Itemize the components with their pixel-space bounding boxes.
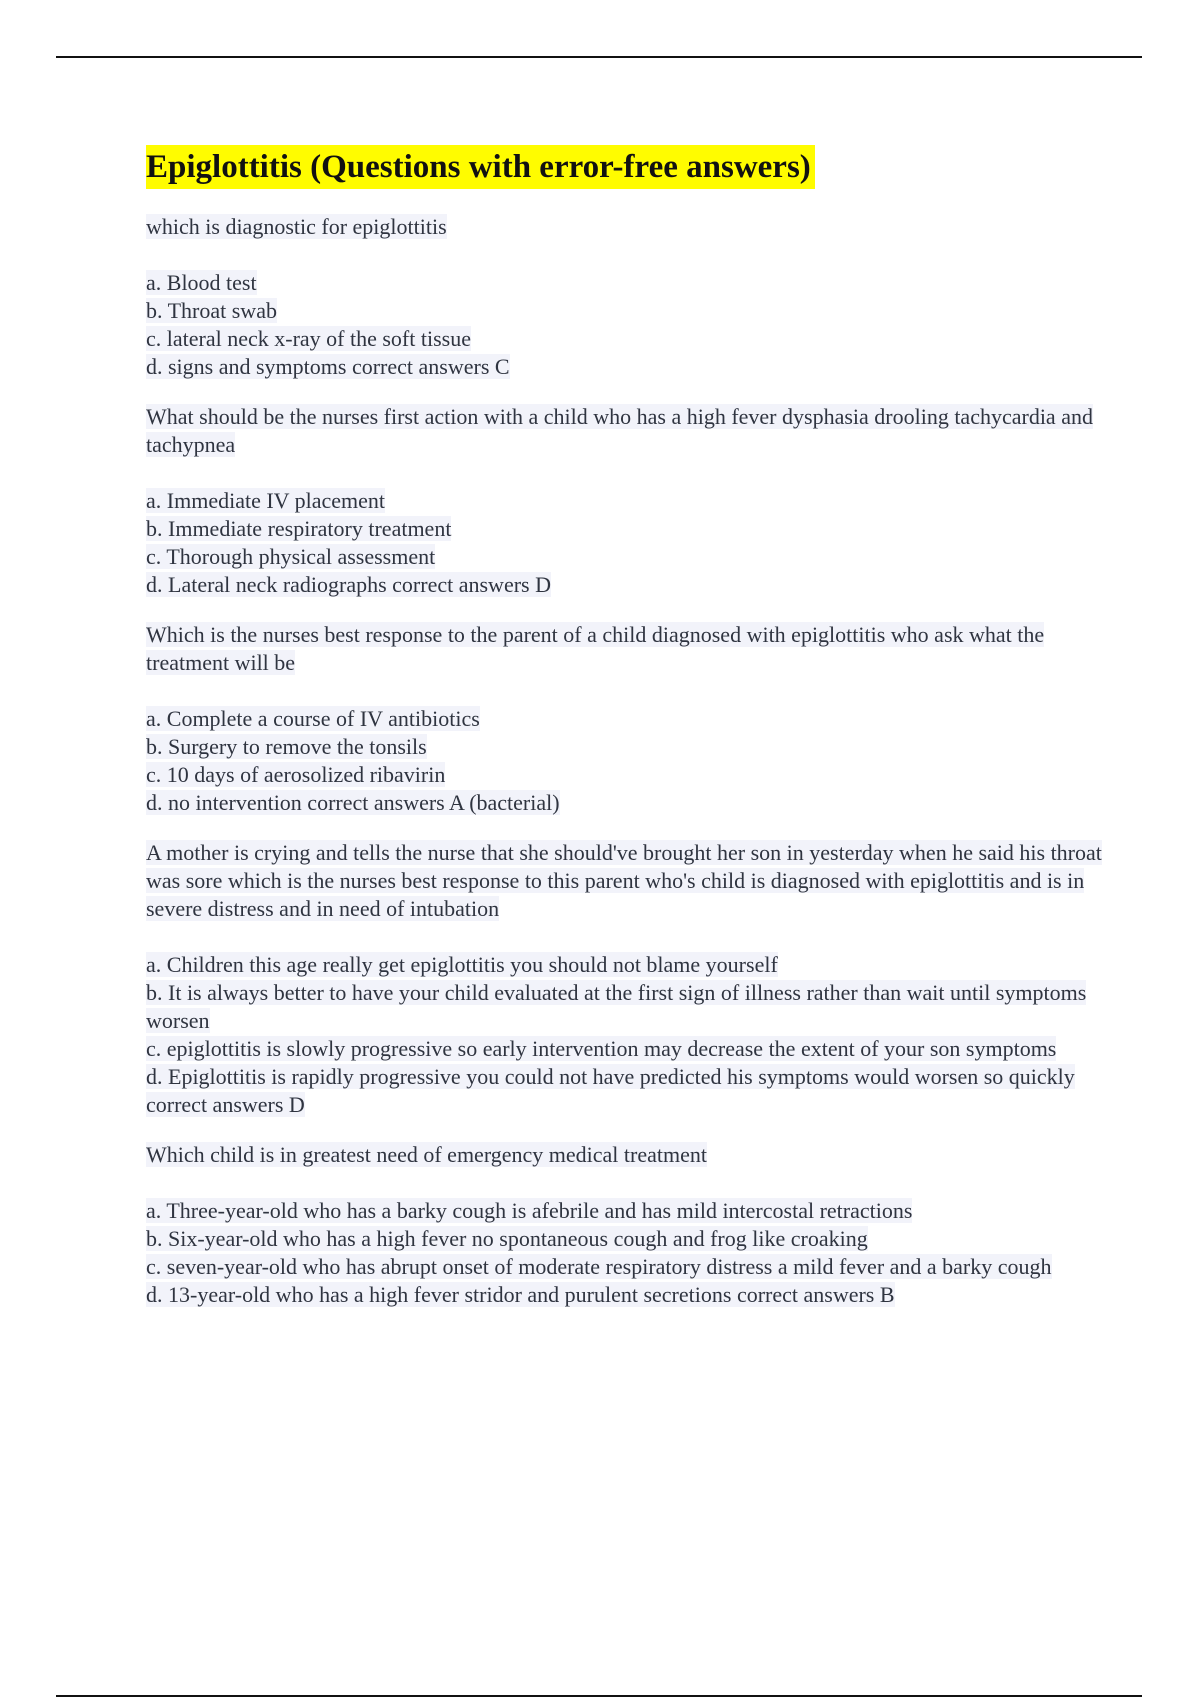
bottom-rule	[56, 1695, 1142, 1697]
answer-options	[146, 269, 1106, 381]
answer-option: a. Blood test	[146, 270, 257, 295]
answer-option: d. 13-year-old who has a high fever stridor and purulent secretions correct answers B	[146, 1282, 895, 1307]
question-prompt: What should be the nurses first action with a child who has a high fever dysphasia drooling tachycardia and tachypnea	[146, 404, 1093, 457]
question-block-3	[146, 621, 1106, 817]
answer-option: d. Lateral neck radiographs correct answers D	[146, 572, 551, 597]
answer-option: a. Children this age really get epiglottitis you should not blame yourself	[146, 952, 778, 977]
answer-options	[146, 951, 1106, 1119]
answer-option: b. Throat swab	[146, 298, 277, 323]
question-prompt: A mother is crying and tells the nurse that she should've brought her son in yesterday when he said his throat was sore which is the nurses best response to this parent who's child is diagnosed with epiglottitis and is in severe distress and in need of intubation	[146, 840, 1102, 921]
answer-option: a. Complete a course of IV antibiotics	[146, 706, 480, 731]
answer-option: b. It is always better to have your child evaluated at the first sign of illness rather than wait until symptoms worsen	[146, 980, 1087, 1033]
answer-option: b. Surgery to remove the tonsils	[146, 734, 427, 759]
question-block-2	[146, 403, 1106, 599]
question-prompt: Which is the nurses best response to the parent of a child diagnosed with epiglottitis who ask what the treatment will be	[146, 622, 1045, 675]
answer-option: c. 10 days of aerosolized ribavirin	[146, 762, 446, 787]
document-body	[146, 145, 1106, 1325]
answer-option: c. seven-year-old who has abrupt onset of moderate respiratory distress a mild fever and a barky cough	[146, 1254, 1052, 1279]
answer-option: c. lateral neck x-ray of the soft tissue	[146, 326, 471, 351]
answer-options	[146, 487, 1106, 599]
answer-option: a. Three-year-old who has a barky cough is afebrile and has mild intercostal retractions	[146, 1198, 913, 1223]
answer-option: d. no intervention correct answers A (bacterial)	[146, 790, 560, 815]
answer-option: d. Epiglottitis is rapidly progressive you could not have predicted his symptoms would worsen so quickly correct answers D	[146, 1064, 1075, 1117]
question-prompt: which is diagnostic for epiglottitis	[146, 214, 447, 239]
question-block-5	[146, 1141, 1106, 1309]
answer-option: c. epiglottitis is slowly progressive so early intervention may decrease the extent of your son symptoms	[146, 1036, 1057, 1061]
answer-option: c. Thorough physical assessment	[146, 544, 436, 569]
answer-options	[146, 1197, 1106, 1309]
answer-option: d. signs and symptoms correct answers C	[146, 354, 510, 379]
answer-option: b. Six-year-old who has a high fever no spontaneous cough and frog like croaking	[146, 1226, 868, 1251]
document-title: Epiglottitis (Questions with error-free answers)	[146, 145, 815, 189]
answer-option: a. Immediate IV placement	[146, 488, 386, 513]
answer-options	[146, 705, 1106, 817]
question-prompt: Which child is in greatest need of emergency medical treatment	[146, 1142, 707, 1167]
answer-option: b. Immediate respiratory treatment	[146, 516, 452, 541]
question-block-4	[146, 839, 1106, 1119]
top-rule	[56, 56, 1142, 58]
question-block-1	[146, 213, 1106, 381]
